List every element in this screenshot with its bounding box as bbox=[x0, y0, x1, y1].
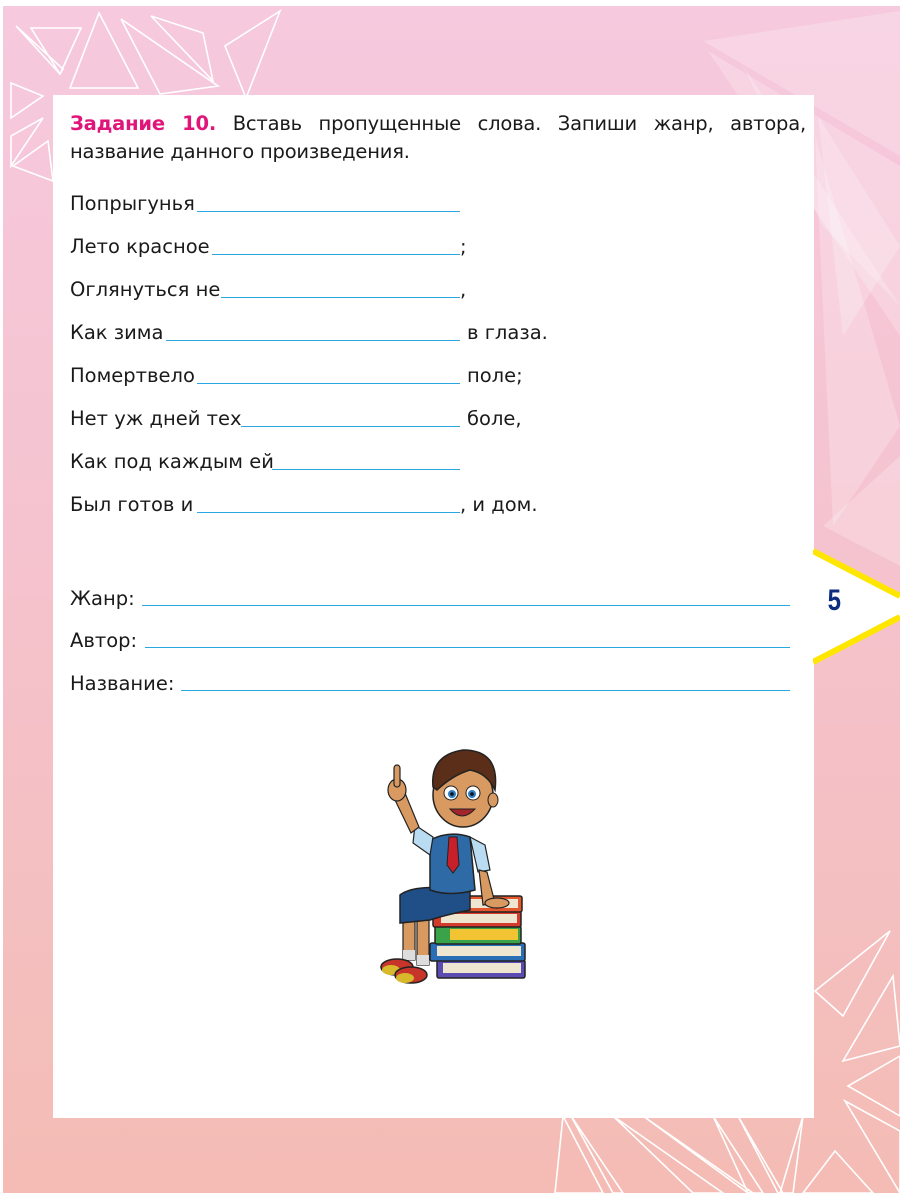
line-suffix: , и дом. bbox=[460, 493, 538, 516]
genre-input[interactable] bbox=[142, 605, 790, 606]
poem-line-2 bbox=[70, 233, 210, 261]
author-input[interactable] bbox=[145, 647, 790, 648]
field-label: Автор: bbox=[70, 629, 138, 652]
blank-input-6[interactable] bbox=[241, 426, 460, 427]
poem-line-5 bbox=[70, 362, 195, 390]
poem-line-1 bbox=[70, 190, 195, 218]
line-suffix: боле, bbox=[467, 407, 522, 430]
field-label: Название: bbox=[70, 672, 175, 695]
line-prefix: Попрыгунья bbox=[70, 192, 195, 215]
task-instruction-text: Вставь пропущенные слова. Запиши жанр, автора, название данного произведения. bbox=[70, 112, 806, 163]
page-number: 5 bbox=[827, 584, 842, 617]
line-suffix: в глаза. bbox=[467, 321, 548, 344]
page-tab-icon bbox=[813, 540, 900, 665]
field-label: Жанр: bbox=[70, 587, 135, 610]
line-prefix: Помертвело bbox=[70, 364, 195, 387]
task-instruction bbox=[70, 110, 806, 166]
boy-on-books-icon bbox=[375, 745, 530, 985]
blank-input-7[interactable] bbox=[272, 469, 460, 470]
line-prefix: Лето красное bbox=[70, 235, 210, 258]
title-input[interactable] bbox=[181, 690, 790, 691]
blank-input-3[interactable] bbox=[221, 297, 460, 298]
poem-line-6 bbox=[70, 405, 242, 433]
title-label bbox=[70, 670, 174, 698]
task-number: Задание 10. bbox=[70, 112, 217, 135]
blank-input-2[interactable] bbox=[212, 254, 460, 255]
blank-input-4[interactable] bbox=[166, 340, 460, 341]
genre-label bbox=[70, 585, 135, 613]
poem-line-4 bbox=[70, 319, 163, 347]
line-prefix: Был готов и bbox=[70, 493, 194, 516]
poem-line-8 bbox=[70, 491, 193, 519]
line-prefix: Как под каждым ей bbox=[70, 450, 274, 473]
line-suffix: поле; bbox=[467, 364, 523, 387]
line-prefix: Оглянуться не bbox=[70, 278, 221, 301]
line-prefix: Как зима bbox=[70, 321, 164, 344]
poem-line-3 bbox=[70, 276, 220, 304]
line-suffix: , bbox=[460, 278, 467, 301]
blank-input-1[interactable] bbox=[197, 211, 460, 212]
poem-line-7 bbox=[70, 448, 274, 476]
author-label bbox=[70, 627, 137, 655]
blank-input-5[interactable] bbox=[197, 383, 460, 384]
blank-input-8[interactable] bbox=[197, 512, 460, 513]
line-suffix: ; bbox=[460, 235, 467, 258]
line-prefix: Нет уж дней тех bbox=[70, 407, 242, 430]
